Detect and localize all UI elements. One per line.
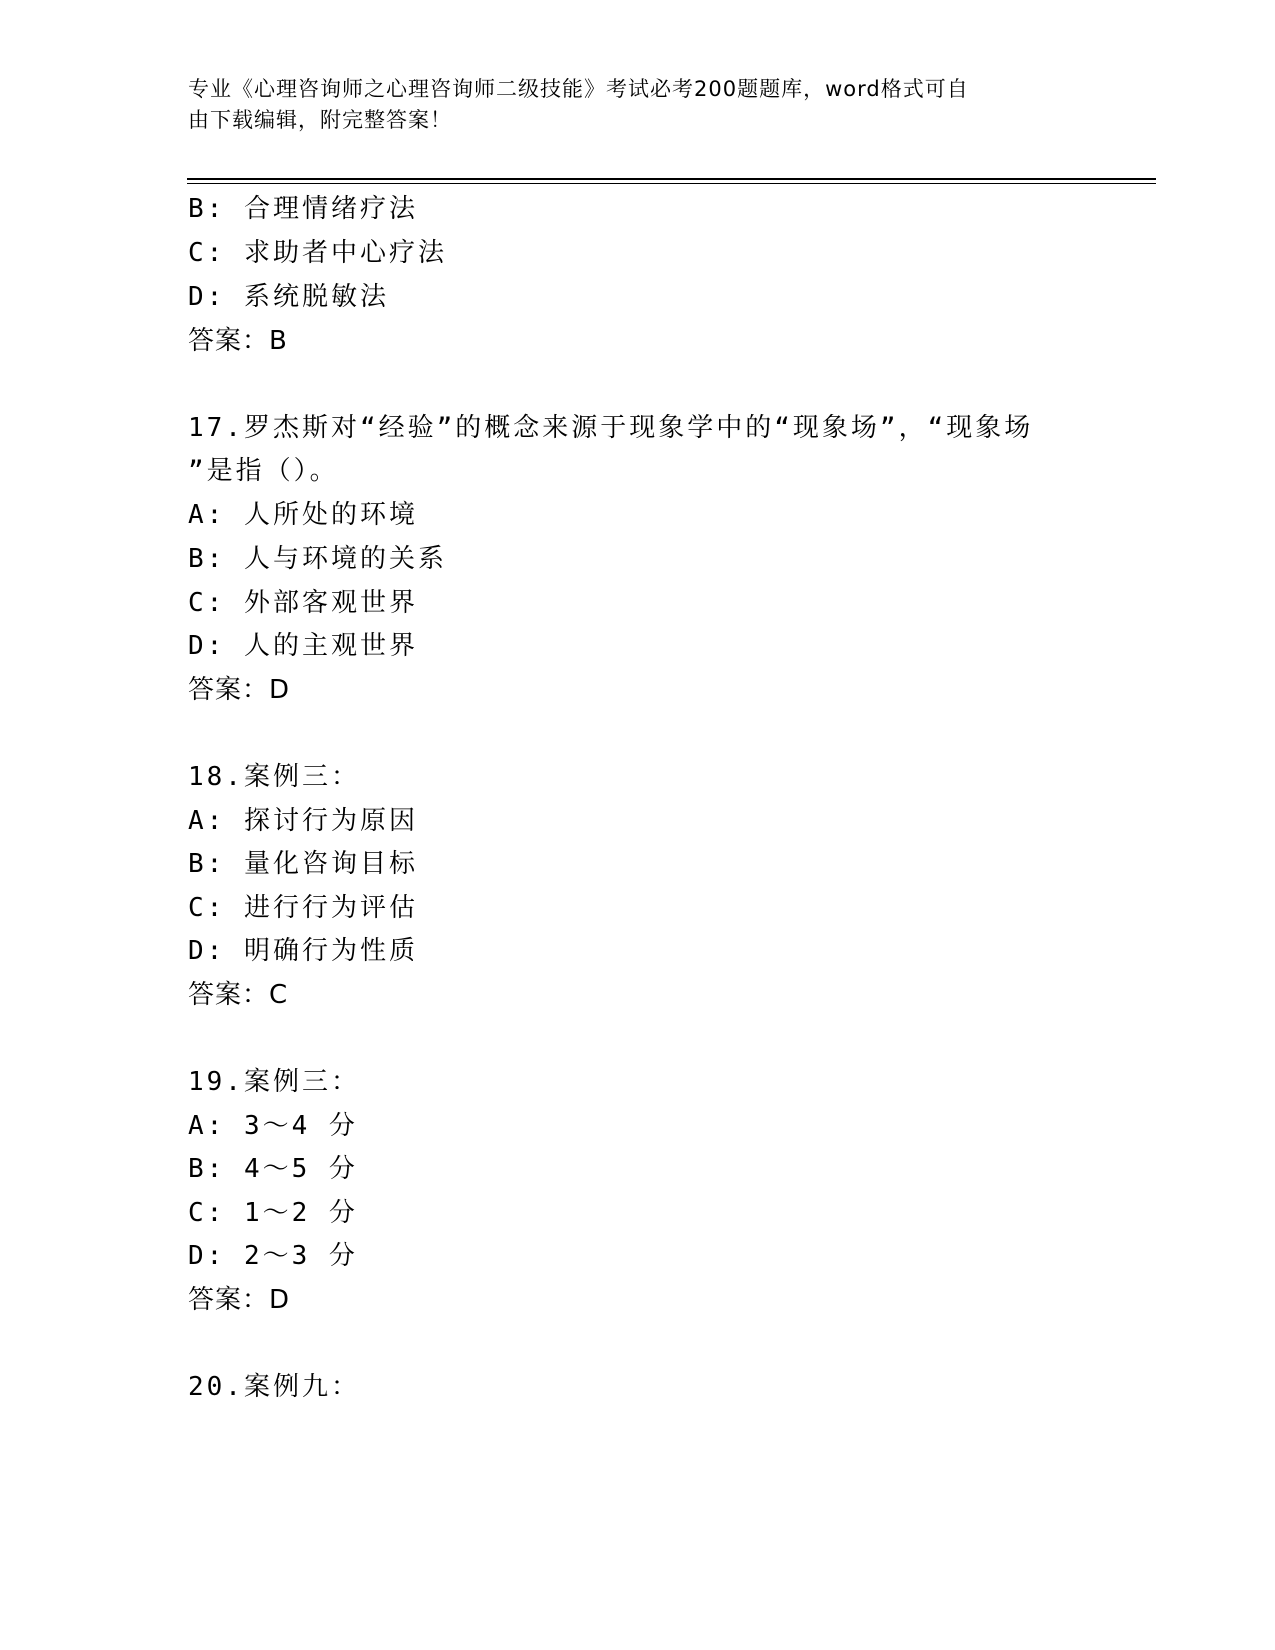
q18-option-c: C: 进行行为评估: [188, 893, 418, 923]
q17-stem-line-2: ”是指（）。: [188, 456, 339, 486]
q17-option-c: C: 外部客观世界: [188, 588, 418, 618]
q17-option-a: A: 人所处的环境: [188, 500, 418, 530]
document-header: [188, 74, 1068, 136]
q18-option-b: B: 量化咨询目标: [188, 849, 418, 879]
q19-option-b: B: 4～5 分: [188, 1154, 358, 1184]
q17-option-b: B: 人与环境的关系: [188, 544, 447, 574]
q17-answer: 答案：D: [188, 675, 291, 705]
q18-answer: 答案：C: [188, 980, 289, 1010]
q20-stem: 20.案例九：: [188, 1372, 360, 1402]
q16-option-b: B: 合理情绪疗法: [188, 194, 418, 224]
header-divider-thin: [187, 183, 1156, 184]
header-line-1: 专业《心理咨询师之心理咨询师二级技能》考试必考200题题库，word格式可自: [188, 77, 969, 101]
q18-option-a: A: 探讨行为原因: [188, 806, 418, 836]
q19-option-c: C: 1～2 分: [188, 1198, 358, 1228]
q19-answer: 答案：D: [188, 1285, 291, 1315]
q17-stem-line-1: 17.罗杰斯对“经验”的概念来源于现象学中的“现象场”，“现象场: [188, 413, 1034, 443]
q18-option-d: D: 明确行为性质: [188, 936, 418, 966]
q16-option-c: C: 求助者中心疗法: [188, 238, 447, 268]
header-divider-thick: [187, 178, 1156, 180]
q17-option-d: D: 人的主观世界: [188, 631, 418, 661]
header-line-2: 由下载编辑，附完整答案！: [188, 108, 452, 132]
q16-option-d: D: 系统脱敏法: [188, 282, 389, 312]
q19-option-a: A: 3～4 分: [188, 1111, 358, 1141]
q16-answer: 答案：B: [188, 326, 288, 356]
q18-stem: 18.案例三：: [188, 762, 360, 792]
q19-option-d: D: 2～3 分: [188, 1241, 358, 1271]
q19-stem: 19.案例三：: [188, 1067, 360, 1097]
